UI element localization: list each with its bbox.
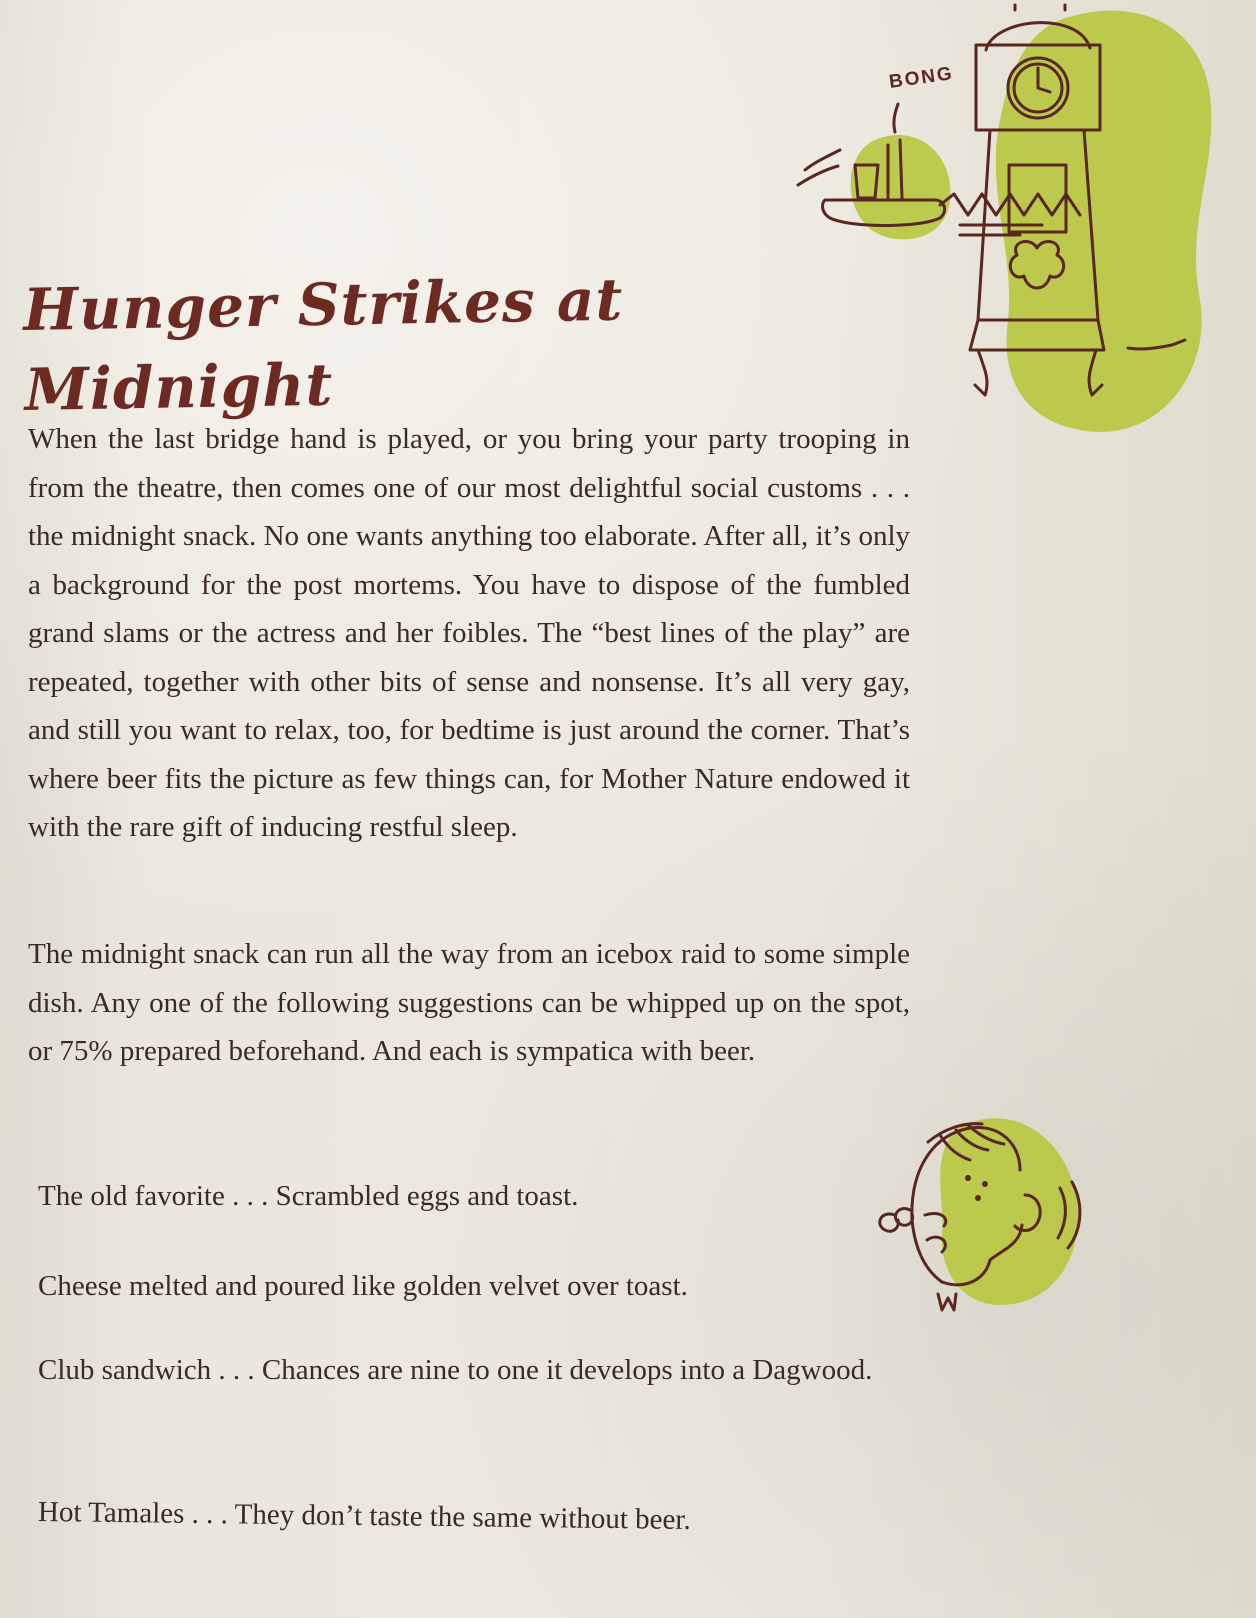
suggestion-item-1: The old favorite . . . Scrambled eggs and toast. [38,1180,579,1212]
suggestion-item-2: Cheese melted and poured like golden velvet over toast. [38,1270,688,1302]
page-title: Hunger Strikes at Midnight [22,265,624,424]
body-paragraph-2: The midnight snack can run all the way from an icebox raid to some simple dish. Any one of the following suggestions can be whipped up on the spot, or 75% prepared beforehand. And each is sympatica with beer. [28,938,910,1067]
clock-sound-label: BONG [887,63,956,93]
body-paragraph-1: When the last bridge hand is played, or you bring your party trooping in from the theatre, then comes one of our most delightful social customs . . . the midnight snack. No one wants anything too elaborate. After all, it’s only a background for the post mortems. You have to dispose of the fumbled grand slams or the actress and her foibles. The “best lines of the play” are repeated, together with other bits of sense and nonsense. It’s all very gay, and still you want to relax, too, for bedtime is just around the corner. That’s where beer fits the picture as few things can, for Mother Nature endowed it with the rare gift of inducing restful sleep. [28,423,910,843]
suggestion-item-4: Hot Tamales . . . They don’t taste the same without beer. [37,1496,691,1536]
suggestion-item-3: Club sandwich . . . Chances are nine to one it develops into a Dagwood. [38,1354,873,1386]
